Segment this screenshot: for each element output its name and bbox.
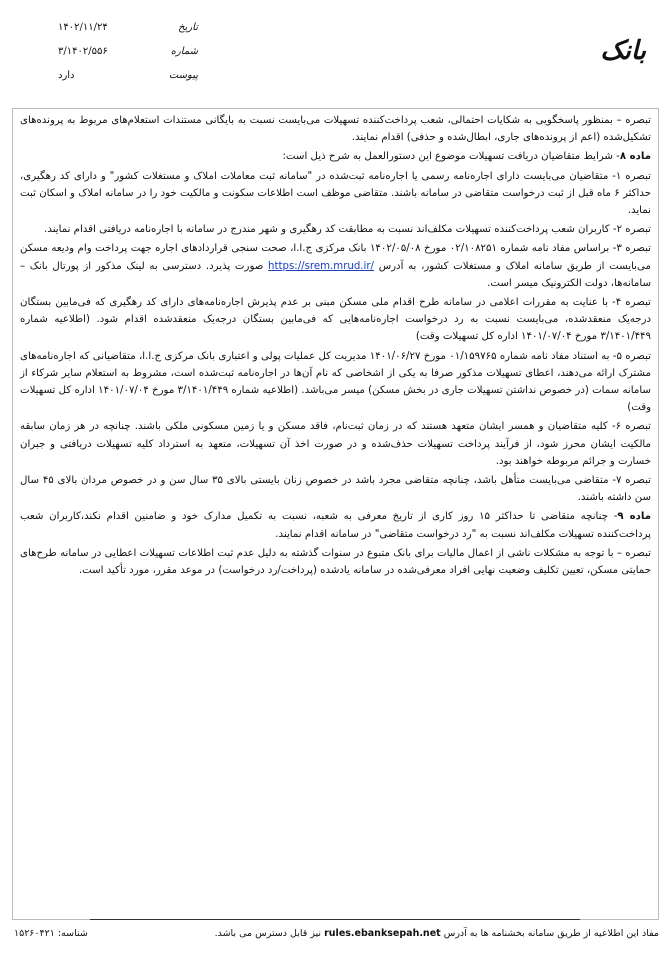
number-value: ۳/۱۴۰۲/۵۵۶ bbox=[58, 46, 108, 57]
footer bbox=[14, 928, 659, 939]
note-5: تبصره ۵- به استناد مفاد نامه شماره ۰۱/۱۵۹۷۶۵ مورخ ۱۴۰۱/۰۶/۲۷ مدیریت کل عملیات پولی و اعتباری بانک مرکزی ج.ا.ا، متقاضیانی که اجاره‌نامه‌های مشترک ارائه می‌دهند، اعطای تسهیلات مذکور صرفا به یکی از اشخاصی که نام آن‌ها در اجاره‌نامه ثبت‌شده است، مشروط به استعلام سایر شرکاء از سامانه سمات (در خصوص نداشتن تسهیلات جاری در بخش مسکن) میسر می‌باشد. (اطلاعیه شماره ۳/۱۴۰۱/۴۴۹ مورخ ۱۴۰۱/۰۷/۰۴ اداره کل تسهیلات وقت) bbox=[20, 350, 651, 414]
article-9 bbox=[20, 508, 651, 542]
document-body bbox=[20, 112, 651, 581]
date-row bbox=[58, 16, 198, 40]
note-6: تبصره ۶- کلیه متقاضیان و همسر ایشان متعهد هستند که در زمان ثبت‌نام، فاقد مسکن و یا زمین مسکونی ملکی باشند. چنانچه در هر زمان سابقه مالکیت ایشان محرز شود، از فرآیند پرداخت تسهیلات حذف‌شده و در صورت اخذ آن تسهیلات، متعهد به استرداد کلیه تسهیلات دریافتی و جبران خسارت و جرائم مربوطه خواهند بود. bbox=[20, 421, 651, 467]
note-3 bbox=[20, 240, 651, 292]
article-8-text: - شرایط متقاضیان دریافت تسهیلات موضوع این دستورالعمل به شرح ذیل است: bbox=[282, 151, 620, 163]
note-3-text-b: صورت پذیرد. دسترسی به لینک مذکور از پورتال بانک – سامانه‌ها، دولت الکترونیک میسر است. bbox=[20, 260, 651, 289]
footer-id bbox=[14, 928, 88, 939]
note-3-text-a: تبصره ۳- براساس مفاد نامه شماره ۰۲/۱۰۸۲۵۱ مورخ ۱۴۰۲/۰۵/۰۸ بانک مرکزی ج.ا.ا، صحت سنجی قراردادهای اجاره جهت پرداخت وام ودیعه مسکن می‌بایست از طریق سامانه املاک و مستغلات کشور، به آدرس bbox=[20, 243, 651, 272]
note-1: تبصره ۱- متقاضیان می‌بایست دارای اجاره‌نامه رسمی یا اجاره‌نامه ثبت‌شده در "سامانه ثبت معاملات املاک و مستغلات کشور" و دارای کد رهگیری، حداکثر ۶ ماه قبل از ثبت درخواست متقاضی در سامانه باشند. متقاضی موظف است اطلاعات سکونت و مالکیت خود را در سامانه املاک و اسکان ثبت نماید. bbox=[20, 170, 651, 217]
bank-logo: بانک bbox=[600, 36, 646, 66]
number-row bbox=[58, 40, 198, 64]
number-label: شماره bbox=[170, 46, 198, 57]
footer-site: rules.ebanksepah.net bbox=[324, 928, 441, 939]
letter-metadata bbox=[58, 16, 198, 88]
article-8 bbox=[20, 148, 651, 165]
date-label: تاریخ bbox=[178, 22, 198, 33]
date-value: ۱۴۰۲/۱۱/۲۴ bbox=[58, 22, 108, 33]
footer-text-before: مفاد این اطلاعیه از طریق سامانه بخشنامه ها به آدرس bbox=[443, 928, 659, 939]
footer-notice bbox=[215, 928, 659, 939]
footer-divider bbox=[90, 919, 580, 920]
article-9-heading: ماده ۹ bbox=[617, 511, 652, 523]
footer-id-label: شناسه: bbox=[57, 928, 88, 939]
article-9-text: - چنانچه متقاضی تا حداکثر ۱۵ روز کاری از تاریخ معرفی به شعبه، نسبت به تکمیل مدارک خود و ضامنین اقدام نکند،کاربران شعب پرداخت‌کننده تسهیلات مکلف‌اند نسبت به "رد درخواست متقاضی" در سامانه اقدام نمایند. bbox=[20, 511, 651, 540]
footer-id-value: ۱۵۲۶۰۴۲۱ bbox=[14, 928, 55, 939]
srem-link[interactable]: https://srem.mrud.ir/ bbox=[268, 260, 374, 272]
article-8-heading: ماده ۸ bbox=[619, 151, 651, 163]
attachment-row bbox=[58, 64, 198, 88]
attachment-label: پیوست bbox=[168, 70, 198, 81]
footer-text-after: نیز قابل دسترس می باشد. bbox=[214, 928, 322, 939]
note-paragraph: تبصره – بمنظور پاسخگویی به شکایات احتمالی، شعب پرداخت‌کننده تسهیلات می‌بایست نسبت به بایگانی مستندات استعلام‌های مربوط به پرونده‌های تشکیل‌شده (اعم از پرونده‌های جاری، ابطال‌شده و حذفی) اقدام نمایند. bbox=[20, 115, 651, 144]
note-4: تبصره ۴- با عنایت به مقررات اعلامی در سامانه طرح اقدام ملی مسکن مبنی بر عدم پذیرش اجاره‌نامه‌های دارای کد رهگیری که فی‌مابین بستگان درجه‌یک منعقدشده، می‌بایست نسبت به رد درخواست اجاره‌نامه‌هایی که فی‌مابین بستگان درجه‌یک منعقدشده اقدام شود. (اطلاعیه شماره ۳/۱۴۰۱/۴۴۹ مورخ ۱۴۰۱/۰۷/۰۴ اداره کل تسهیلات وقت) bbox=[20, 297, 651, 343]
final-note: تبصره – با توجه به مشکلات ناشی از اعمال مالیات برای بانک متبوع در سنوات گذشته به دلیل عدم ثبت اطلاعات تسهیلات اعطایی در سامانه طرح‌های حمایتی مسکن، تعیین تکلیف وضعیت نهایی افراد معرفی‌شده در سامانه یادشده (پرداخت/رد درخواست) در موعد مقرر، مورد تأکید است. bbox=[20, 547, 651, 577]
note-2: تبصره ۲- کاربران شعب پرداخت‌کننده تسهیلات مکلف‌اند نسبت به مطابقت کد رهگیری و شهر مندرج در سامانه با اجاره‌نامه دریافتی اقدام نمایند. bbox=[44, 224, 651, 236]
attachment-value: دارد bbox=[58, 70, 75, 81]
note-7: تبصره ۷- متقاضی می‌بایست متأهل باشد، چنانچه متقاضی مجرد باشد در خصوص زنان بایستی بالای ۳۵ سال سن و در خصوص مردان بالای ۴۵ سال سن داشته باشند. bbox=[20, 475, 652, 504]
